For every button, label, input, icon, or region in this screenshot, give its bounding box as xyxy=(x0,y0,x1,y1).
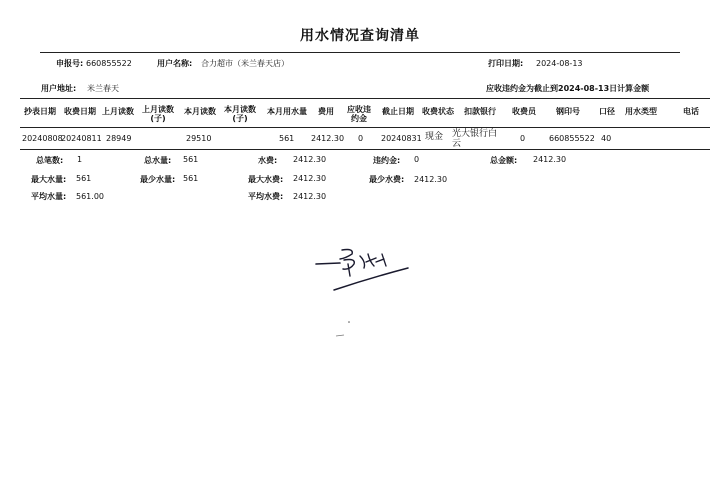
max-fee-label: 最大水费: xyxy=(248,175,284,184)
cell-charge-date: 20240811 xyxy=(61,134,102,143)
print-date-label: 打印日期: xyxy=(488,59,524,68)
col-deadline: 截止日期 xyxy=(382,107,414,116)
user-name-value: 合力超市（米兰春天店） xyxy=(201,59,289,68)
penalty-total-label: 违约金: xyxy=(373,156,401,165)
scan-speck xyxy=(330,318,360,342)
col-penalty: 应收违约金 xyxy=(347,105,371,123)
water-fee-value: 2412.30 xyxy=(293,155,327,164)
total-water-value: 561 xyxy=(183,155,199,164)
total-count-value: 1 xyxy=(77,155,83,164)
col-charge-date: 收费日期 xyxy=(64,107,96,116)
min-fee-label: 最少水费: xyxy=(369,175,405,184)
penalty-total-value: 0 xyxy=(414,155,420,164)
col-last-reading-sub: 上月读数(子) xyxy=(142,105,174,123)
cell-read-date: 20240808 xyxy=(22,134,63,143)
max-water-value: 561 xyxy=(76,174,92,183)
cell-bank: 光大银行白云 xyxy=(452,129,498,149)
max-fee-value: 2412.30 xyxy=(293,174,327,183)
col-last-reading: 上月读数 xyxy=(102,107,134,116)
col-usage: 本月用水量 xyxy=(267,107,307,116)
col-seal-no: 钢印号 xyxy=(556,107,580,116)
min-water-label: 最少水量: xyxy=(140,175,176,184)
cell-usage: 561 xyxy=(279,134,295,143)
water-fee-label: 水费: xyxy=(258,156,278,165)
table-header-rule xyxy=(20,127,710,128)
user-name-label: 用户名称: xyxy=(157,59,193,68)
address-label: 用户地址: xyxy=(41,84,77,93)
account-value: 660855522 xyxy=(86,59,132,68)
cell-seal-no: 660855522 xyxy=(549,134,595,143)
avg-fee-value: 2412.30 xyxy=(293,192,327,201)
cell-last-reading: 28949 xyxy=(106,134,132,143)
cell-deadline: 20240831 xyxy=(381,134,422,143)
avg-fee-label: 平均水费: xyxy=(248,192,284,201)
col-collector: 收费员 xyxy=(512,107,536,116)
col-this-reading-sub: 本月读数(子) xyxy=(224,105,256,123)
document-title: 用水情况查询清单 xyxy=(300,28,420,44)
cell-penalty: 0 xyxy=(358,134,364,143)
min-fee-value: 2412.30 xyxy=(414,175,448,184)
cell-fee: 2412.30 xyxy=(311,134,345,143)
title-underline xyxy=(40,52,680,53)
table-top-rule xyxy=(20,98,710,99)
cell-status: 现金 xyxy=(425,132,444,142)
col-read-date: 抄表日期 xyxy=(24,107,56,116)
total-count-label: 总笔数: xyxy=(36,156,64,165)
cell-caliber: 40 xyxy=(601,134,612,143)
account-label: 申报号: xyxy=(56,59,84,68)
cell-this-reading: 29510 xyxy=(186,134,212,143)
col-caliber: 口径 xyxy=(599,107,615,116)
total-amount-value: 2412.30 xyxy=(533,155,567,164)
avg-water-value: 561.00 xyxy=(76,192,104,201)
col-phone: 电话 xyxy=(683,107,699,116)
col-this-reading: 本月读数 xyxy=(184,107,216,116)
penalty-note: 应收违约金为截止到2024-08-13日计算金额 xyxy=(486,84,650,93)
print-date-value: 2024-08-13 xyxy=(536,59,583,68)
total-water-label: 总水量: xyxy=(144,156,172,165)
min-water-value: 561 xyxy=(183,174,199,183)
max-water-label: 最大水量: xyxy=(31,175,67,184)
table-bottom-rule xyxy=(20,149,710,150)
total-amount-label: 总金额: xyxy=(490,156,518,165)
avg-water-label: 平均水量: xyxy=(31,192,67,201)
address-value: 米兰春天 xyxy=(87,84,119,93)
col-bank: 扣款银行 xyxy=(464,107,496,116)
col-status: 收费状态 xyxy=(422,107,454,116)
handwritten-signature xyxy=(310,238,420,294)
col-fee: 费用 xyxy=(318,107,334,116)
col-water-type: 用水类型 xyxy=(625,107,657,116)
cell-collector: 0 xyxy=(520,134,526,143)
